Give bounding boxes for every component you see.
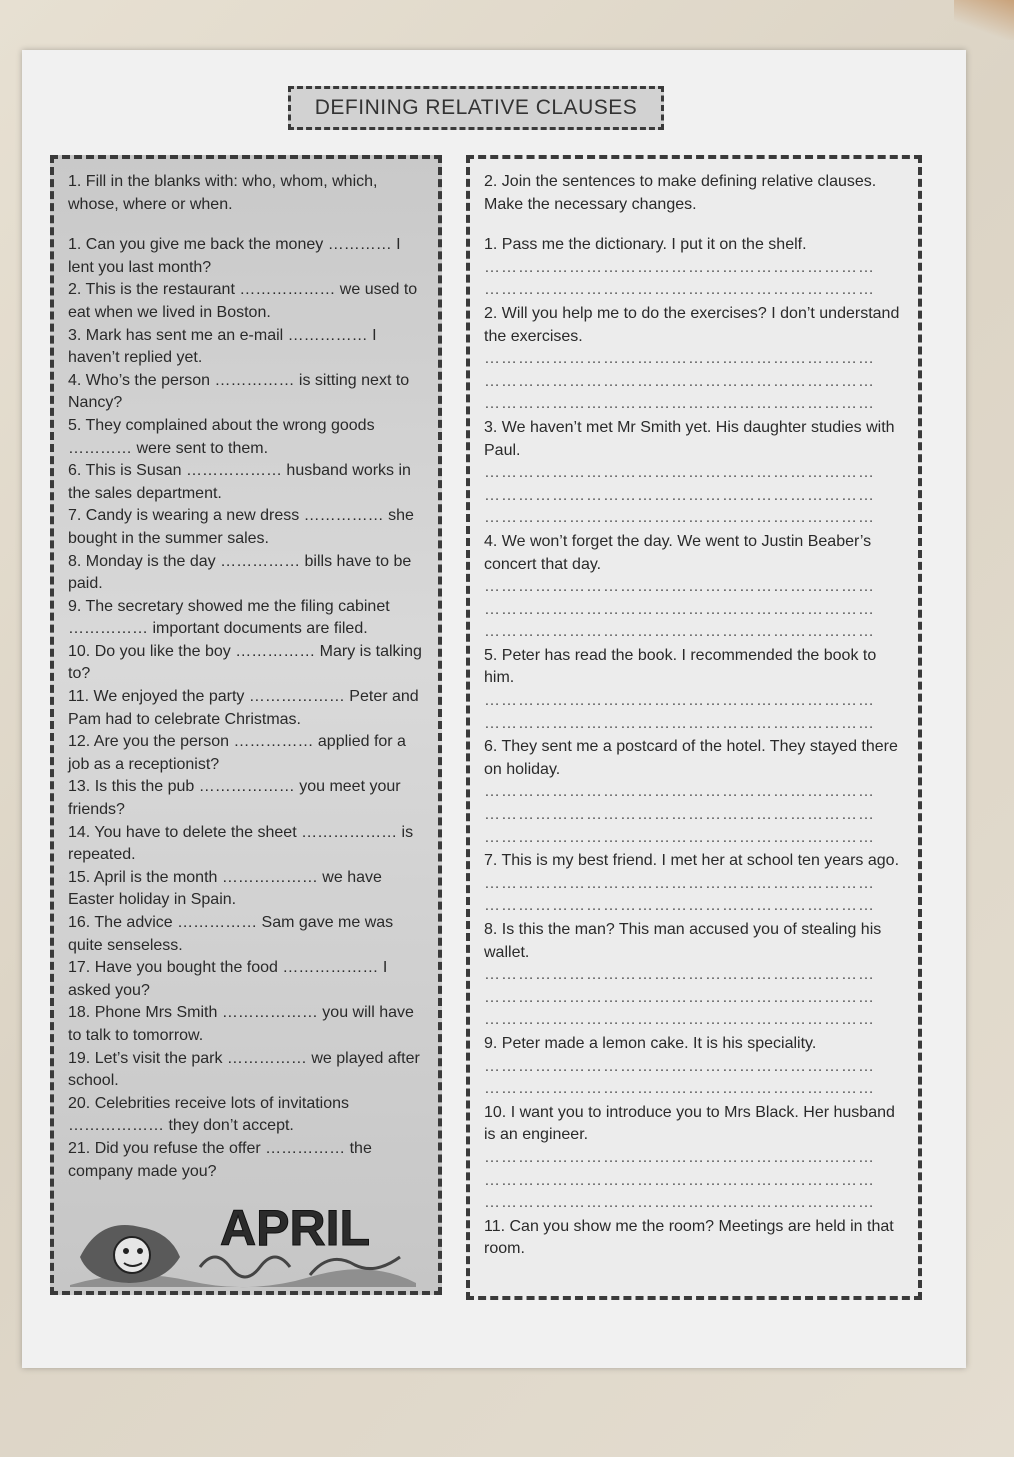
join-sentences-prompt: 2. Will you help me to do the exercises? I don’t understand the exercises. xyxy=(484,304,900,345)
fill-in-item: 14. You have to delete the sheet ……………… is repeated. xyxy=(68,823,414,864)
join-sentences-prompt: 11. Can you show me the room? Meetings are held in that room. xyxy=(484,1217,894,1258)
join-sentences-item xyxy=(484,1216,902,1261)
fill-in-item: 8. Monday is the day …………… bills have to be paid. xyxy=(68,552,412,593)
answer-line[interactable]: …………………………………………………………… xyxy=(484,828,875,846)
answer-line[interactable]: …………………………………………………………… xyxy=(484,509,875,527)
fill-in-item: 10. Do you like the boy …………… Mary is talking to? xyxy=(68,642,422,683)
answer-line[interactable]: …………………………………………………………… xyxy=(484,874,875,892)
answer-line[interactable]: …………………………………………………………… xyxy=(484,258,875,276)
answer-line[interactable]: …………………………………………………………… xyxy=(484,372,875,390)
answer-line[interactable]: …………………………………………………………… xyxy=(484,1080,875,1098)
answer-line[interactable]: …………………………………………………………… xyxy=(484,578,875,596)
join-sentences-prompt: 6. They sent me a postcard of the hotel. They stayed there on holiday. xyxy=(484,738,898,778)
fill-in-item: 4. Who’s the person …………… is sitting next to Nancy? xyxy=(68,371,410,412)
join-sentences-prompt: 5. Peter has read the book. I recommended the book to him. xyxy=(484,646,877,687)
answer-line[interactable]: …………………………………………………………… xyxy=(484,600,875,618)
join-sentences-item xyxy=(484,919,902,1032)
fill-in-item: 9. The secretary showed me the filing cabinet …………… important documents are filed. xyxy=(68,597,390,638)
fill-in-item: 11. We enjoyed the party ……………… Peter and Pam had to celebrate Christmas. xyxy=(68,688,419,728)
join-sentences-prompt: 10. I want you to introduce you to Mrs Black. Her husband is an engineer. xyxy=(484,1103,895,1144)
exercise-2-items xyxy=(484,234,902,1261)
fill-in-item: 6. This is Susan ……………… husband works in the sales department. xyxy=(68,462,411,502)
april-logo-text: APRIL xyxy=(220,1200,370,1256)
join-sentences-prompt: 3. We haven’t met Mr Smith yet. His daughter studies with Paul. xyxy=(484,418,895,459)
fill-in-item: 21. Did you refuse the offer …………… the company made you? xyxy=(68,1139,372,1180)
fill-in-item: 1. Can you give me back the money ………… I lent you last month? xyxy=(68,236,401,276)
answer-line[interactable]: …………………………………………………………… xyxy=(484,1148,875,1166)
exercise-1-items xyxy=(68,234,428,1183)
fill-in-item: 7. Candy is wearing a new dress …………… she bought in the summer sales. xyxy=(68,507,414,547)
answer-line[interactable]: …………………………………………………………… xyxy=(484,395,875,413)
answer-line[interactable]: …………………………………………………………… xyxy=(484,1171,875,1189)
join-sentences-prompt: 1. Pass me the dictionary. I put it on the shelf. xyxy=(484,236,807,254)
fill-in-item: 20. Celebrities receive lots of invitations ……………… they don’t accept. xyxy=(68,1094,350,1135)
answer-line[interactable]: …………………………………………………………… xyxy=(484,1057,875,1075)
join-sentences-item xyxy=(484,417,902,530)
fill-in-item: 18. Phone Mrs Smith ……………… you will have to talk to tomorrow. xyxy=(68,1004,414,1044)
fill-in-item: 17. Have you bought the food ……………… I asked you? xyxy=(68,959,388,999)
join-sentences-item xyxy=(484,736,902,849)
answer-line[interactable]: …………………………………………………………… xyxy=(484,1011,875,1029)
join-sentences-prompt: 7. This is my best friend. I met her at school ten years ago. xyxy=(484,852,900,870)
answer-line[interactable]: …………………………………………………………… xyxy=(484,486,875,504)
join-sentences-prompt: 8. Is this the man? This man accused you of stealing his wallet. xyxy=(484,921,882,961)
answer-line[interactable]: …………………………………………………………… xyxy=(484,623,875,641)
answer-line[interactable]: …………………………………………………………… xyxy=(484,897,875,915)
fill-in-item: 5. They complained about the wrong goods ………… were sent to them. xyxy=(68,416,375,457)
answer-line[interactable]: …………………………………………………………… xyxy=(484,281,875,299)
join-sentences-prompt: 4. We won’t forget the day. We went to Justin Beaber’s concert that day. xyxy=(484,532,872,573)
answer-line[interactable]: …………………………………………………………… xyxy=(484,464,875,482)
fill-in-item: 16. The advice …………… Sam gave me was quite senseless. xyxy=(68,914,394,954)
april-clipart xyxy=(70,1197,416,1287)
fill-in-item: 13. Is this the pub ……………… you meet your friends? xyxy=(68,778,401,819)
answer-line[interactable]: …………………………………………………………… xyxy=(484,692,875,710)
join-sentences-item xyxy=(484,1033,902,1101)
answer-line[interactable]: …………………………………………………………… xyxy=(484,966,875,984)
fill-in-item: 2. This is the restaurant ……………… we used to eat when we lived in Boston. xyxy=(68,281,418,321)
fill-in-item: 12. Are you the person …………… applied for a job as a receptionist? xyxy=(68,733,406,773)
exercise-2-instruction: 2. Join the sentences to make defining relative clauses. Make the necessary changes. xyxy=(484,173,877,213)
worksheet-title: DEFINING RELATIVE CLAUSES xyxy=(288,86,664,130)
fill-in-item: 19. Let’s visit the park …………… we played after school. xyxy=(68,1049,420,1090)
answer-line[interactable]: …………………………………………………………… xyxy=(484,714,875,732)
join-sentences-item xyxy=(484,645,902,735)
answer-line[interactable]: …………………………………………………………… xyxy=(484,806,875,824)
answer-line[interactable]: …………………………………………………………… xyxy=(484,783,875,801)
join-sentences-item xyxy=(484,234,902,302)
exercise-1-panel xyxy=(50,155,442,1295)
fill-in-item: 3. Mark has sent me an e-mail …………… I haven’t replied yet. xyxy=(68,326,377,367)
join-sentences-prompt: 9. Peter made a lemon cake. It is his speciality. xyxy=(484,1034,817,1052)
answer-line[interactable]: …………………………………………………………… xyxy=(484,1194,875,1212)
worksheet-page xyxy=(22,50,966,1368)
exercise-2-panel xyxy=(466,155,922,1300)
join-sentences-item xyxy=(484,850,902,918)
desk-background xyxy=(954,0,1014,40)
join-sentences-item xyxy=(484,303,902,416)
join-sentences-item xyxy=(484,531,902,644)
exercise-1-instruction: 1. Fill in the blanks with: who, whom, which, whose, where or when. xyxy=(68,173,378,213)
answer-line[interactable]: …………………………………………………………… xyxy=(484,350,875,368)
join-sentences-item xyxy=(484,1102,902,1215)
answer-line[interactable]: …………………………………………………………… xyxy=(484,988,875,1006)
fill-in-item: 15. April is the month ……………… we have Easter holiday in Spain. xyxy=(68,868,382,909)
